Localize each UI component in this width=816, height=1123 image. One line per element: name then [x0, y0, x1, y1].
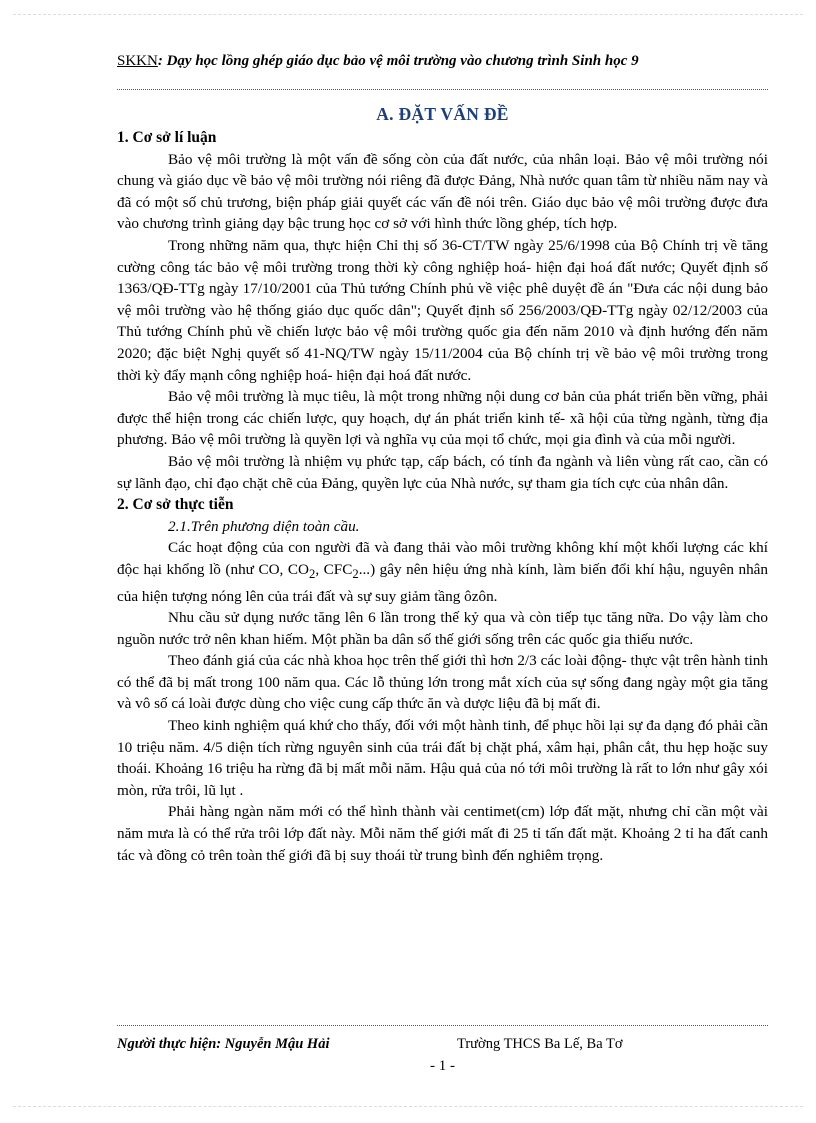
paragraph: Phải hàng ngàn năm mới có thể hình thành vài centimet(cm) lớp đất mặt, nhưng chỉ cần một vài năm mưa là có thể rửa trôi lớp đất này. Mỗi năm thế giới mất đi 25 tỉ tấn đất mặt. Khoảng 2 tỉ ha đất canh tác và đồng cỏ trên toàn thế giới đã bị suy thoái từ trung bình đến nghiêm trọng. — [117, 803, 768, 864]
heading-theory: 1. Cơ sở lí luận — [117, 129, 217, 146]
subheading-global: 2.1.Trên phương diện toàn cầu. — [168, 517, 360, 535]
paragraph: Theo kinh nghiệm quá khứ cho thấy, đối với một hành tinh, để phục hồi lại sự đa dạng đó phải cần 10 triệu năm. 4/5 diện tích rừng nguyên sinh của trái đất bị chặt phá, xâm hại, phân cắt, thu hẹp hoặc suy thoái. Khoảng 16 triệu ha rừng đã bị mất mỗi năm. Hậu quả của nó tới môi trường là rất to lớn như gây xói mòn, rửa trôi, lũ lụt . — [117, 717, 768, 799]
page-footer — [117, 1036, 768, 1053]
paragraph: Theo đánh giá của các nhà khoa học trên thế giới thì hơn 2/3 các loài động- thực vật trên hành tinh có thể đã bị mất trong 100 năm qua. Các lỗ thủng lớn trong mắt xích của sự sống đang ngày một gia tăng và vô số cá loài được dùng cho việc cung cấp thức ăn và dược liệu đã bị mất đi. — [117, 652, 768, 713]
paragraph: Bảo vệ môi trường là mục tiêu, là một trong những nội dung cơ bản của phát triển bền vững, phải được thể hiện trong các chiến lược, quy hoạch, dự án phát triển kinh tế- xã hội của từng ngành, từng địa phương. Bảo vệ môi trường là quyền lợi và nghĩa vụ của mọi tổ chức, mọi gia đình và của mỗi người. — [117, 388, 768, 449]
footer-author: Người thực hiện: Nguyễn Mậu Hải — [117, 1036, 330, 1052]
paragraph: Bảo vệ môi trường là nhiệm vụ phức tạp, cấp bách, có tính đa ngành và liên vùng rất cao, cần có sự lãnh đạo, chỉ đạo chặt chẽ của Đảng, quyền lực của Nhà nước, sự tham gia tích cực của nhân dân. — [117, 452, 768, 492]
page-number: - 1 - — [430, 1058, 455, 1074]
paragraph — [117, 537, 768, 607]
text-run: , CFC — [315, 560, 353, 578]
paragraph: Nhu cầu sử dụng nước tăng lên 6 lần trong thế kỷ qua và còn tiếp tục tăng nữa. Do vậy làm cho nguồn nước trở nên khan hiếm. Một phần ba dân số thế giới sống trên các quốc gia thiếu nước. — [117, 609, 768, 648]
header-title: : Dạy học lồng ghép giáo dục bảo vệ môi trường vào chương trình Sinh học 9 — [157, 53, 639, 69]
paragraph: Trong những năm qua, thực hiện Chỉ thị số 36-CT/TW ngày 25/6/1998 của Bộ Chính trị về tăng cường công tác bảo vệ môi trường trong thời kỳ công nghiệp hoá- hiện đại hoá đất nước; Quyết định số 1363/QĐ-TTg ngày 17/10/2001 của Thủ tướng Chính phủ về việc phê duyệt đề án "Đưa các nội dung bảo vệ môi trường vào hệ thống giáo dục quốc dân"; Quyết định số 256/2003/QĐ-TTg ngày 02/12/2003 của Thủ tướng Chính phủ về chiến lược bảo vệ môi trường quốc gia đến năm 2010 và định hướng đến năm 2020; đặc biệt Nghị quyết số 41-NQ/TW ngày 15/11/2004 của Bộ chính trị về bảo vệ môi trường trong thời kỳ đẩy mạnh công nghiệp hoá- hiện đại hoá đất nước. — [117, 236, 768, 384]
page-header — [117, 53, 768, 70]
section-title: A. ĐẶT VẤN ĐỀ — [376, 104, 509, 124]
text-run: Các hoạt động của con người đã và đang thải vào môi trường không khí một khối lượng các khí độc hại khổng lồ (như CO, CO — [117, 539, 768, 578]
page-frame-bottom — [13, 1106, 803, 1107]
document-body — [117, 127, 768, 866]
heading-practice: 2. Cơ sở thực tiễn — [117, 496, 234, 514]
page-frame-top — [13, 14, 803, 15]
footer-divider — [117, 1025, 768, 1026]
header-prefix: SKKN — [117, 53, 158, 69]
footer-school: Trường THCS Ba Lế, Ba Tơ — [457, 1036, 623, 1052]
paragraph: Bảo vệ môi trường là một vấn đề sống còn của đất nước, của nhân loại. Bảo vệ môi trường nói chung và giáo dục về bảo vệ môi trường nói riêng đã được Đảng, Nhà nước quan tâm từ nhiều năm nay và đã có một số chủ trương, biện pháp giải quyết các vấn đề nói trên. Giáo dục bảo vệ môi trường được đưa vào chương trình giảng dạy bậc trung học cơ sở với hình thức lồng ghép, tích hợp. — [117, 150, 768, 233]
header-divider — [117, 89, 768, 90]
subscript: 2 — [352, 566, 359, 581]
subscript: 2 — [308, 566, 316, 581]
text-run: ...) gây nên hiệu ứng nhà kính, làm biến đổi khí hậu, nguyên nhân của hiện tượng nóng lên của trái đất và sự suy giảm tầng ôzôn. — [117, 560, 768, 605]
